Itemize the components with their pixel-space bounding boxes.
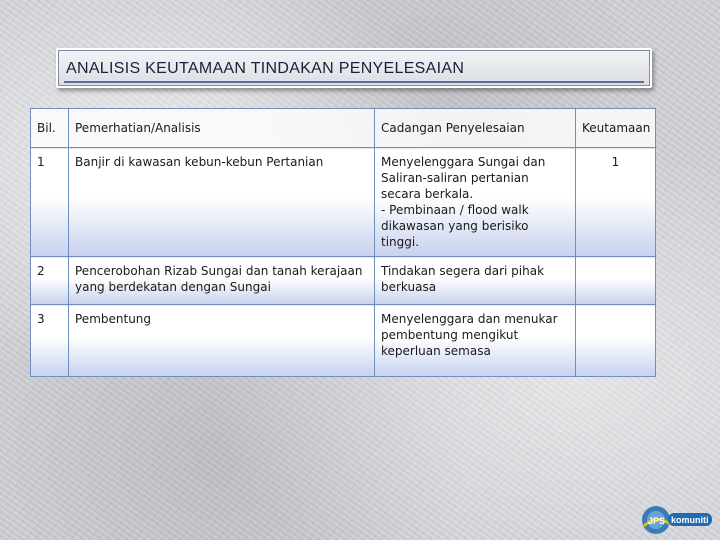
logo-text-right: komuniti: [671, 515, 709, 525]
cell-bil: 1: [31, 148, 69, 257]
header-bil: Bil.: [31, 109, 69, 148]
analysis-table: [30, 108, 656, 377]
table-row: [31, 257, 656, 305]
table-row: [31, 305, 656, 377]
table-row: [31, 148, 656, 257]
cell-keutamaan: 1: [576, 148, 656, 257]
cell-cadangan: Tindakan segera dari pihak berkuasa: [375, 257, 576, 305]
cell-keutamaan: [576, 257, 656, 305]
cell-analisis: Pencerobohan Rizab Sungai dan tanah kerajaan yang berdekatan dengan Sungai: [69, 257, 375, 305]
page-title: ANALISIS KEUTAMAAN TINDAKAN PENYELESAIAN: [66, 60, 465, 77]
cell-analisis: Pembentung: [69, 305, 375, 377]
header-cadangan: Cadangan Penyelesaian: [375, 109, 576, 148]
cell-keutamaan: [576, 305, 656, 377]
title-banner: [56, 48, 652, 88]
header-keutamaan: Keutamaan: [576, 109, 656, 148]
cell-cadangan: Menyelenggara Sungai dan Saliran-saliran pertanian secara berkala. - Pembinaan / flood walk dikawasan yang berisiko tinggi.: [375, 148, 576, 257]
logo-text-left: JPS: [648, 516, 666, 526]
cell-analisis: Banjir di kawasan kebun-kebun Pertanian: [69, 148, 375, 257]
cell-cadangan: Menyelenggara dan menukar pembentung mengikut keperluan semasa: [375, 305, 576, 377]
cell-bil: 3: [31, 305, 69, 377]
title-underline: [64, 81, 644, 83]
header-pemerhatian: Pemerhatian/Analisis: [69, 109, 375, 148]
jps-komuniti-logo: [640, 504, 716, 536]
table-header-row: [31, 109, 656, 148]
cell-bil: 2: [31, 257, 69, 305]
